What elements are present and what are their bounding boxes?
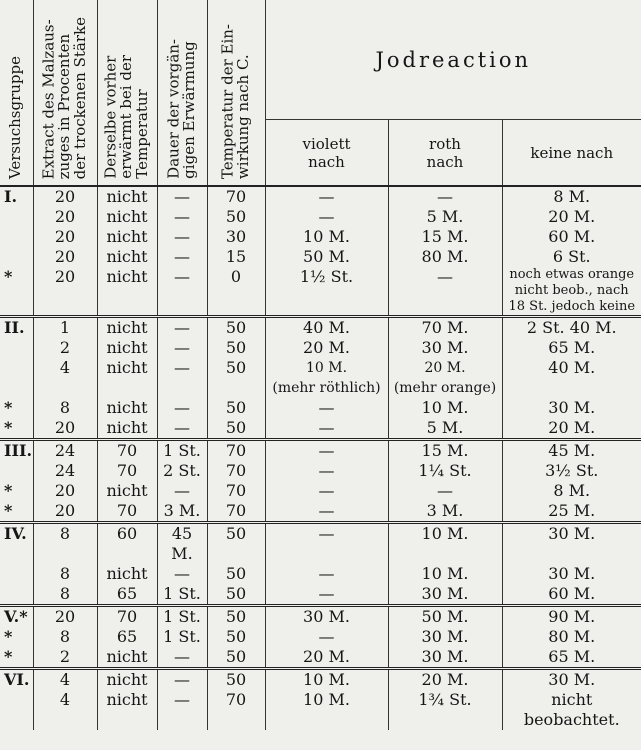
cell-duration: 1 St. (157, 440, 207, 462)
group-label: II. (4, 318, 25, 337)
cell-temp: 50 (207, 606, 265, 628)
cell-duration: — (157, 358, 207, 398)
cell-violet: 10 M. (mehr röthlich) (265, 358, 388, 398)
cell-duration: — (157, 398, 207, 418)
cell-none: 45 M. (502, 440, 641, 462)
header-red: roth nach (388, 120, 502, 186)
group-cell (0, 501, 33, 523)
header-prewarmed: Derselbe vorher erwärmt bei der Temperatur (97, 0, 157, 186)
cell-prewarmed: nicht (97, 186, 157, 207)
cell-prewarmed: nicht (97, 338, 157, 358)
cell-none: 6 St. (552, 247, 591, 266)
cell-extract: 4 (33, 690, 97, 730)
cell-temp: 70 (207, 440, 265, 462)
table-row (0, 690, 641, 730)
cell-red: — (388, 267, 502, 317)
cell-extract: 20 (33, 501, 97, 523)
cell-none: 20 M. (548, 418, 596, 437)
cell-duration: 1 St. (157, 627, 207, 647)
cell-prewarmed: nicht (97, 227, 157, 247)
cell-red: 1¾ St. (388, 690, 502, 730)
header-extract: Extract des Malzaus- zuges in Procenten der trockenen Stärke (33, 0, 97, 186)
cell-violet: — (265, 584, 388, 606)
group-cell (0, 564, 33, 584)
cell-duration: — (157, 317, 207, 339)
cell-violet: 10 M. (265, 227, 388, 247)
cell-prewarmed: 70 (97, 501, 157, 523)
cell-duration: 45 M. (157, 523, 207, 565)
table-row (0, 186, 641, 207)
cell-extract: 20 (33, 207, 97, 227)
cell-violet: — (265, 481, 388, 501)
table-row (0, 669, 641, 691)
cell-duration: — (157, 247, 207, 267)
cell-temp: 30 (207, 227, 265, 247)
asterisk-mark: * (4, 627, 13, 646)
group-cell (0, 227, 33, 247)
header-temperature: Temperatur der Ein- wirkung nach C. (207, 0, 265, 186)
cell-violet: 10 M. (265, 669, 388, 691)
group-cell (0, 627, 33, 647)
table-row (0, 564, 641, 584)
cell-duration: — (157, 647, 207, 669)
cell-violet: — (265, 564, 388, 584)
header-violet: violett nach (265, 120, 388, 186)
cell-none: 30 M. (548, 564, 596, 583)
cell-none: 30 M. (548, 398, 596, 417)
cell-red: 10 M. (388, 398, 502, 418)
table-row (0, 584, 641, 606)
cell-red: 5 M. (388, 207, 502, 227)
table-row (0, 627, 641, 647)
cell-none: 20 M. (548, 207, 596, 226)
cell-temp: 0 (207, 267, 265, 317)
header-group: Versuchsgruppe (0, 0, 33, 186)
cell-duration: — (157, 267, 207, 317)
table-row (0, 267, 641, 317)
cell-violet: — (265, 627, 388, 647)
cell-red: 50 M. (388, 606, 502, 628)
cell-temp: 50 (207, 523, 265, 565)
cell-red: 15 M. (388, 227, 502, 247)
cell-prewarmed: nicht (97, 647, 157, 669)
table-row (0, 338, 641, 358)
cell-red: 5 M. (388, 418, 502, 440)
table-row (0, 358, 641, 398)
cell-red: 10 M. (388, 564, 502, 584)
group-label: VI. (4, 670, 30, 689)
table-row (0, 481, 641, 501)
group-cell (0, 338, 33, 358)
cell-extract: 20 (33, 227, 97, 247)
cell-prewarmed: 70 (97, 461, 157, 481)
group-cell (0, 584, 33, 606)
cell-temp: 50 (207, 627, 265, 647)
cell-red: 10 M. (388, 523, 502, 565)
group-cell (0, 398, 33, 418)
cell-red: 20 M. (388, 669, 502, 691)
group-cell (0, 440, 33, 462)
cell-temp: 50 (207, 669, 265, 691)
asterisk-mark: * (4, 501, 13, 520)
cell-duration: 3 M. (157, 501, 207, 523)
cell-extract: 20 (33, 481, 97, 501)
cell-red: 30 M. (388, 627, 502, 647)
cell-prewarmed: 70 (97, 606, 157, 628)
cell-duration: 1 St. (157, 606, 207, 628)
cell-prewarmed: nicht (97, 317, 157, 339)
cell-temp: 50 (207, 207, 265, 227)
group-cell (0, 267, 33, 317)
cell-prewarmed: nicht (97, 398, 157, 418)
cell-prewarmed: 60 (97, 523, 157, 565)
table-row (0, 398, 641, 418)
cell-violet: — (265, 186, 388, 207)
cell-violet: 30 M. (265, 606, 388, 628)
cell-temp: 50 (207, 338, 265, 358)
cell-red: 80 M. (388, 247, 502, 267)
asterisk-mark: * (4, 398, 13, 417)
cell-none: 3½ St. (545, 461, 599, 480)
cell-extract: 24 (33, 440, 97, 462)
cell-red: 1¼ St. (388, 461, 502, 481)
cell-violet: — (265, 418, 388, 440)
cell-prewarmed: 70 (97, 440, 157, 462)
table-row (0, 606, 641, 628)
cell-none: 25 M. (548, 501, 596, 520)
cell-extract: 20 (33, 186, 97, 207)
cell-prewarmed: nicht (97, 690, 157, 730)
cell-temp: 50 (207, 398, 265, 418)
cell-red: 30 M. (388, 647, 502, 669)
cell-none: 8 M. (553, 187, 591, 206)
cell-none: 60 M. (548, 227, 596, 246)
group-cell (0, 317, 33, 339)
cell-red: 30 M. (388, 584, 502, 606)
cell-violet: — (265, 440, 388, 462)
cell-none: nicht beobachtet. (523, 690, 620, 729)
cell-extract: 20 (33, 247, 97, 267)
cell-violet: — (265, 461, 388, 481)
cell-temp: 50 (207, 358, 265, 398)
asterisk-mark: * (4, 647, 13, 666)
cell-temp: 70 (207, 461, 265, 481)
group-cell (0, 647, 33, 669)
group-cell (0, 690, 33, 730)
cell-none: 80 M. (548, 627, 596, 646)
cell-red: 70 M. (388, 317, 502, 339)
cell-red: 3 M. (388, 501, 502, 523)
group-label: V. (4, 607, 20, 626)
cell-violet: 1½ St. (265, 267, 388, 317)
cell-none: 30 M. (502, 523, 641, 565)
group-label: IV. (4, 524, 27, 543)
cell-temp: 50 (207, 584, 265, 606)
cell-duration: — (157, 564, 207, 584)
cell-prewarmed: 65 (97, 627, 157, 647)
cell-violet: — (265, 501, 388, 523)
asterisk-mark: * (4, 481, 13, 500)
table-row (0, 227, 641, 247)
group-cell (0, 669, 33, 691)
cell-violet: — (265, 207, 388, 227)
group-cell (0, 523, 33, 565)
table-row (0, 647, 641, 669)
cell-temp: 50 (207, 647, 265, 669)
cell-temp: 70 (207, 690, 265, 730)
cell-duration: — (157, 186, 207, 207)
cell-temp: 50 (207, 418, 265, 440)
group-cell (0, 186, 33, 207)
cell-red: 20 M. (mehr orange) (388, 358, 502, 398)
cell-none: 65 M. (548, 338, 596, 357)
group-label: III. (4, 441, 33, 460)
cell-extract: 2 (33, 647, 97, 669)
group-cell (0, 247, 33, 267)
cell-prewarmed: nicht (97, 267, 157, 317)
cell-temp: 70 (207, 481, 265, 501)
cell-extract: 20 (33, 606, 97, 628)
cell-duration: — (157, 338, 207, 358)
cell-prewarmed: nicht (97, 247, 157, 267)
cell-prewarmed: nicht (97, 358, 157, 398)
cell-duration: — (157, 207, 207, 227)
group-cell (0, 418, 33, 440)
table-row (0, 501, 641, 523)
cell-extract: 20 (33, 418, 97, 440)
cell-violet: 40 M. (265, 317, 388, 339)
cell-none: 30 M. (502, 669, 641, 691)
cell-temp: 15 (207, 247, 265, 267)
cell-duration: 1 St. (157, 584, 207, 606)
cell-duration: — (157, 669, 207, 691)
header-duration: Dauer der vorgän- gigen Erwärmung (157, 0, 207, 186)
cell-extract: 8 (33, 564, 97, 584)
header-none: keine nach (502, 120, 641, 186)
cell-temp: 50 (207, 317, 265, 339)
cell-violet: — (265, 523, 388, 565)
cell-none: 2 St. 40 M. (502, 317, 641, 339)
group-label: I. (4, 187, 18, 206)
cell-red: 30 M. (388, 338, 502, 358)
cell-extract: 4 (33, 358, 97, 398)
cell-extract: 8 (33, 523, 97, 565)
cell-violet: 50 M. (265, 247, 388, 267)
table-row (0, 207, 641, 227)
group-cell (0, 207, 33, 227)
cell-none: 90 M. (502, 606, 641, 628)
header-iodine-reaction: Jodreaction (265, 0, 641, 120)
cell-none: 8 M. (553, 481, 591, 500)
cell-duration: — (157, 481, 207, 501)
asterisk-mark: * (4, 267, 13, 286)
cell-temp: 50 (207, 564, 265, 584)
table-row (0, 461, 641, 481)
cell-none: 40 M. (548, 358, 596, 377)
cell-extract: 8 (33, 584, 97, 606)
cell-red: — (388, 481, 502, 501)
table-row (0, 247, 641, 267)
cell-extract: 8 (33, 627, 97, 647)
cell-none: 65 M. (548, 647, 596, 666)
cell-prewarmed: nicht (97, 207, 157, 227)
table-body (0, 186, 641, 730)
group-cell (0, 481, 33, 501)
cell-extract: 1 (33, 317, 97, 339)
cell-prewarmed: nicht (97, 564, 157, 584)
table-row (0, 440, 641, 462)
table-row (0, 317, 641, 339)
cell-extract: 8 (33, 398, 97, 418)
table-row (0, 523, 641, 565)
cell-prewarmed: nicht (97, 669, 157, 691)
cell-red: — (388, 186, 502, 207)
cell-temp: 70 (207, 186, 265, 207)
cell-duration: — (157, 418, 207, 440)
cell-extract: 4 (33, 669, 97, 691)
asterisk-mark: * (4, 418, 13, 437)
group-cell (0, 358, 33, 398)
cell-none: noch etwas orange nicht beob., nach 18 St. jedoch keine (508, 267, 636, 314)
cell-violet: 20 M. (265, 647, 388, 669)
cell-violet: — (265, 398, 388, 418)
cell-red: 15 M. (388, 440, 502, 462)
table-row (0, 418, 641, 440)
cell-prewarmed: nicht (97, 418, 157, 440)
cell-duration: — (157, 227, 207, 247)
cell-extract: 2 (33, 338, 97, 358)
cell-violet: 10 M. (265, 690, 388, 730)
cell-temp: 70 (207, 501, 265, 523)
cell-prewarmed: 65 (97, 584, 157, 606)
cell-violet: 20 M. (265, 338, 388, 358)
group-cell (0, 606, 33, 628)
group-cell (0, 461, 33, 481)
cell-prewarmed: nicht (97, 481, 157, 501)
cell-duration: — (157, 690, 207, 730)
cell-none: 60 M. (548, 584, 596, 603)
cell-extract: 20 (33, 267, 97, 317)
cell-duration: 2 St. (157, 461, 207, 481)
cell-extract: 24 (33, 461, 97, 481)
asterisk-mark: * (19, 607, 28, 626)
